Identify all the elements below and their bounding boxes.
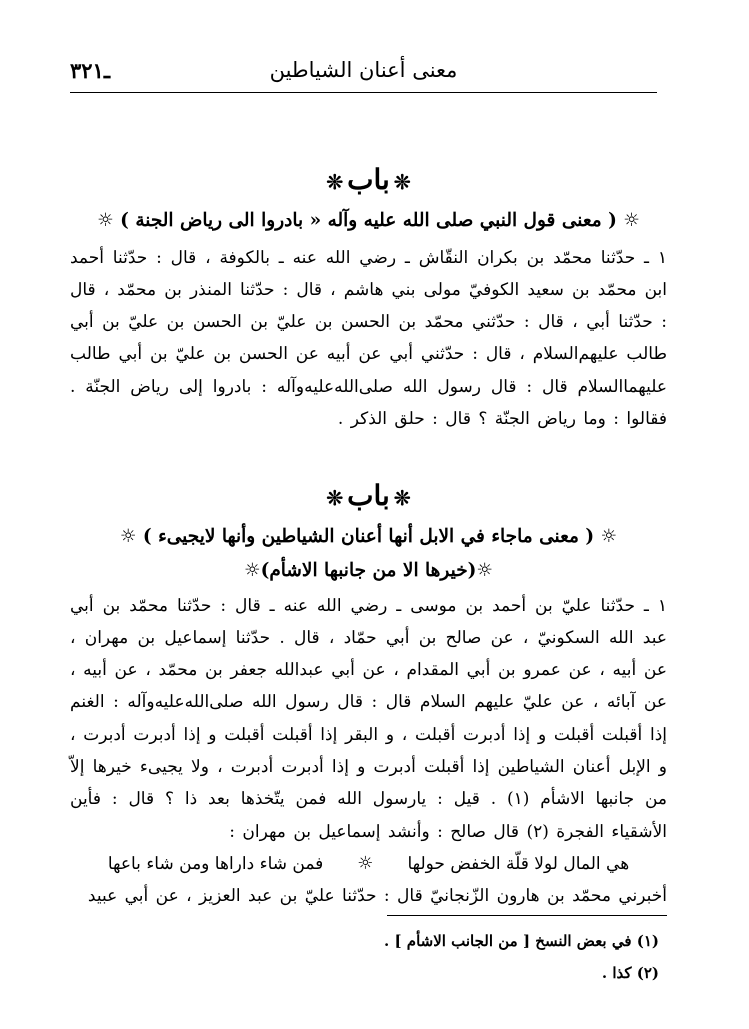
chapter-title-line-1: ☼ ( معنى ماجاء في الابل أنها أعنان الشياطين وأنها لايجيىء ) ☼ [119, 525, 618, 547]
chapter-section-2 [70, 476, 667, 912]
page-number: ـ٣٢١ [70, 58, 110, 83]
footnote: (٢) كذا . [601, 964, 659, 982]
running-title: معنى أعنان الشياطين [269, 58, 458, 82]
chapter-title-line-2: ☼(خيرها الا من جانبها الاشأم)☼ [244, 559, 493, 581]
hadith-text-continued: أخبرني محمّد بن هارون الزّنجانيّ قال : حدّثنا عليّ بن عبد العزيز ، عن أبي عبيد [87, 885, 667, 906]
chapter-heading [70, 160, 667, 202]
chapter-heading-label: باب [347, 479, 390, 512]
ornament-icon: ❊ [393, 485, 411, 510]
ornament-icon: ❊ [326, 485, 344, 510]
chapter-section-1 [70, 160, 667, 435]
chapter-title: ☼ ( معنى قول النبي صلى الله عليه وآله « بادروا الى رياض الجنة ) ☼ [97, 209, 640, 231]
hadith-text: ١ ـ حدّثنا محمّد بن بكران النقّاش ـ رضي الله عنه ـ بالكوفة ، قال : حدّثنا أحمد ابن محمّد بن سعيد الكوفيّ مولى بني هاشم ، قال : حدّثنا المنذر بن محمّد ، قال : حدّثنا أبي ، قال : حدّثني محمّد بن الحسن بن عليّ بن الحسن بن عليّ بن أبي طالب عليهم‌السلام ، قال : حدّثني أبي عن أبيه عن الحسن بن عليّ بن أبي طالب عليهما‌السلام قال : قال رسول الله صلى‌الله‌عليه‌وآله : بادروا إلى رياض الجنّة . فقالوا : وما رياض الجنّة ؟ قال : حلق الذكر . [70, 247, 667, 429]
footnote: (١) في بعض النسخ [ من الجانب الاشأم ] . [384, 932, 659, 950]
chapter-heading-label: باب [347, 163, 390, 196]
verse-separator-icon: ☼ [357, 852, 374, 874]
verse-first-hemistich: هي المال لولا قلّة الخفض حولها [407, 853, 630, 874]
ornament-icon: ❊ [393, 169, 411, 194]
page-header [70, 52, 657, 93]
footnote-divider [387, 915, 667, 916]
footnotes [384, 925, 659, 989]
ornament-icon: ❊ [326, 169, 344, 194]
hadith-text: ١ ـ حدّثنا عليّ بن أحمد بن موسى ـ رضي الله عنه ـ قال : حدّثنا محمّد بن أبي عبد الله السكونيّ ، عن صالح بن أبي حمّاد ، قال . حدّثنا إسماعيل بن مهران ، عن أبيه ، عن عمرو بن أبي المقدام ، عن أبي عبدالله جعفر بن محمّد ، عن أبيه ، عن آبائه ، عن عليّ عليهم السلام قال : قال رسول الله صلى‌الله‌عليه‌وآله : الغنم إذا أقبلت أقبلت و إذا أدبرت أقبلت ، و البقر إذا أقبلت أقبلت و إذا أدبرت أدبرت ، و الإبل أعنان الشياطين إذا أقبلت أدبرت و إذا أدبرت أدبرت ، ولا يجيىء خيرها إلاّ من جانبها الاشأم (١) . قيل : يارسول الله فمن يتّخذها بعد ذا ؟ قال : فأين الأشقياء الفجرة (٢) قال صالح : وأنشد إسماعيل بن مهران : [70, 595, 667, 842]
poem-verse [70, 848, 667, 880]
chapter-heading [70, 476, 667, 518]
verse-second-hemistich: فمن شاء داراها ومن شاء باعها [107, 853, 324, 874]
